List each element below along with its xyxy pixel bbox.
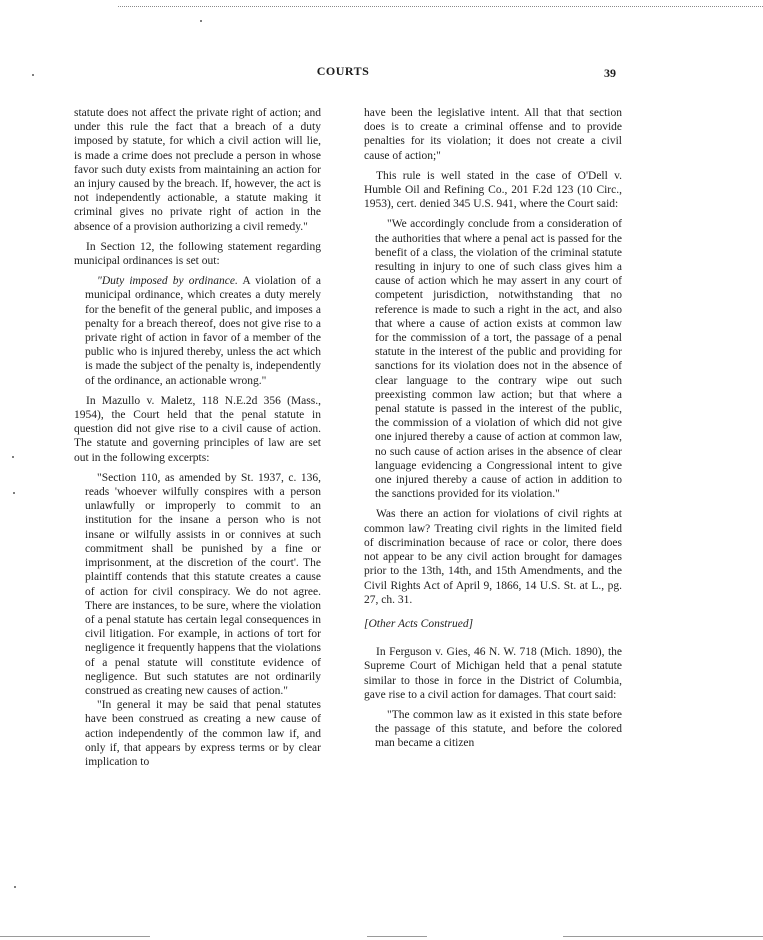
bottom-scan-rule bbox=[0, 936, 150, 937]
left-paragraph-2: In Section 12, the following statement regarding municipal ordinances is set out: bbox=[74, 240, 321, 268]
section-heading-other-acts: [Other Acts Construed] bbox=[364, 617, 474, 630]
top-dotted-border bbox=[118, 0, 763, 7]
ordinance-heading-italic: "Duty imposed by ordinance. bbox=[97, 275, 238, 288]
running-header-title: COURTS bbox=[316, 64, 370, 78]
left-column bbox=[74, 106, 321, 769]
page-number: 39 bbox=[604, 66, 616, 80]
scan-speck bbox=[200, 20, 202, 22]
left-quote-section-110: "Section 110, as amended by St. 1937, c. 136, reads 'whoever wilfully conspires with a person unlawfully or improperly to commit to an institution for the insane a person who is not insane or wilfully assists in or connives at such commitment shall be punished by a fine or imprisonment, at the discretion of the court'. The plaintiff contends that this statute creates a cause of action for civil conspiracy. We do not agree. There are instances, to be sure, where the violation of a penal statute has certain legal consequences in civil litigation. For example, in actions of tort for negligence it frequently happens that the violations of a penal statute will constitute evidence of negligence. But such statutes are not ordinarily construed as creating new causes of action." bbox=[85, 471, 321, 697]
scan-speck bbox=[14, 886, 16, 888]
right-paragraph-1: have been the legislative intent. All that that section does is to create a criminal offense and to provide penalties for its violation; it does not create a civil cause of action;" bbox=[364, 107, 622, 162]
right-paragraph-odell: This rule is well stated in the case of O'Dell v. Humble Oil and Refining Co., 201 F.2d 123 (10 Circ., 1953), cert. denied 345 U.S. 941, where the Court said: bbox=[364, 169, 622, 211]
right-paragraph-ferguson: In Ferguson v. Gies, 46 N. W. 718 (Mich. 1890), the Supreme Court of Michigan held that a penal statute similar to those in force in the District of Columbia, gave rise to a civil action for damages. That court said: bbox=[364, 646, 622, 701]
right-paragraph-civil-rights: Was there an action for violations of civil rights at common law? Treating civil rights in the limited field of discrimination because of race or color, there does not appear to be any civil action brought for damages prior to the 13th, 14th, and 15th Amendments, and the Civil Rights Act of April 9, 1866, 14 U.S. St. at L., pg. 27, ch. 31. bbox=[364, 508, 622, 606]
left-paragraph-1: statute does not affect the private right of action; and under this rule the fact that a breach of a duty imposed by statute, for which a civil action will lie, is made a crime does not preclude a person in whose favor such duty exists from maintaining an action for an injury caused by the breach. If, however, the act is not independently actionable, a statute making it criminal gives no private right of action in the absence of a provision authorizing a civil remedy." bbox=[74, 107, 321, 233]
right-column bbox=[364, 106, 622, 751]
left-paragraph-mazullo: In Mazullo v. Maletz, 118 N.E.2d 356 (Mass., 1954), the Court held that the penal statute in question did not give rise to a civil cause of action. The statute and governing principles of law are set out in the following excerpts: bbox=[74, 394, 321, 464]
ordinance-quote-text: A violation of a municipal ordinance, which creates a duty merely for the benefit of the general public, and imposes a penalty for a breach thereof, does not give rise to a private right of action in favor of a member of the public who is injured thereby, unless the act which is made the subject of the penalty is, independently of the ordinance, an actionable wrong." bbox=[85, 275, 321, 387]
left-quote-general: "In general it may be said that penal statutes have been construed as creating a new cause of action independently of the common law if, and only if, that appears by express terms or by clear implication to bbox=[85, 699, 321, 768]
right-quote-odell: "We accordingly conclude from a consideration of the authorities that where a penal act is passed for the benefit of a class, the violation of the criminal statute resulting in injury to one of such class gives him a cause of action which he may assert in any court of competent jurisdiction, notwithstanding that no reference is made to such a right in the act, and also that where a cause of action exists at common law for the commission of a tort, the passage of a penal statute in the interest of the public and providing for sanctions for its violation does not in the absence of clear language to the contrary wipe out such preexisting common law action; but that where a penal statute is passed in the interest of the public, the commission of a violation of which did not give one injured thereby a cause of action at common law, no such cause of action arises in the absence of clear language evidencing a Congressional intent to give one injured thereby a cause of action in addition to the sanctions provided for its violation." bbox=[375, 218, 622, 501]
scan-speck bbox=[13, 492, 15, 494]
scan-speck bbox=[12, 456, 14, 458]
bottom-scan-rule bbox=[563, 936, 763, 937]
bottom-scan-rule bbox=[367, 936, 427, 937]
left-quote-ordinance bbox=[74, 274, 321, 388]
scan-speck bbox=[32, 74, 34, 76]
right-quote-common-law: "The common law as it existed in this state before the passage of this statute, and before the colored man became a citizen bbox=[375, 708, 622, 750]
